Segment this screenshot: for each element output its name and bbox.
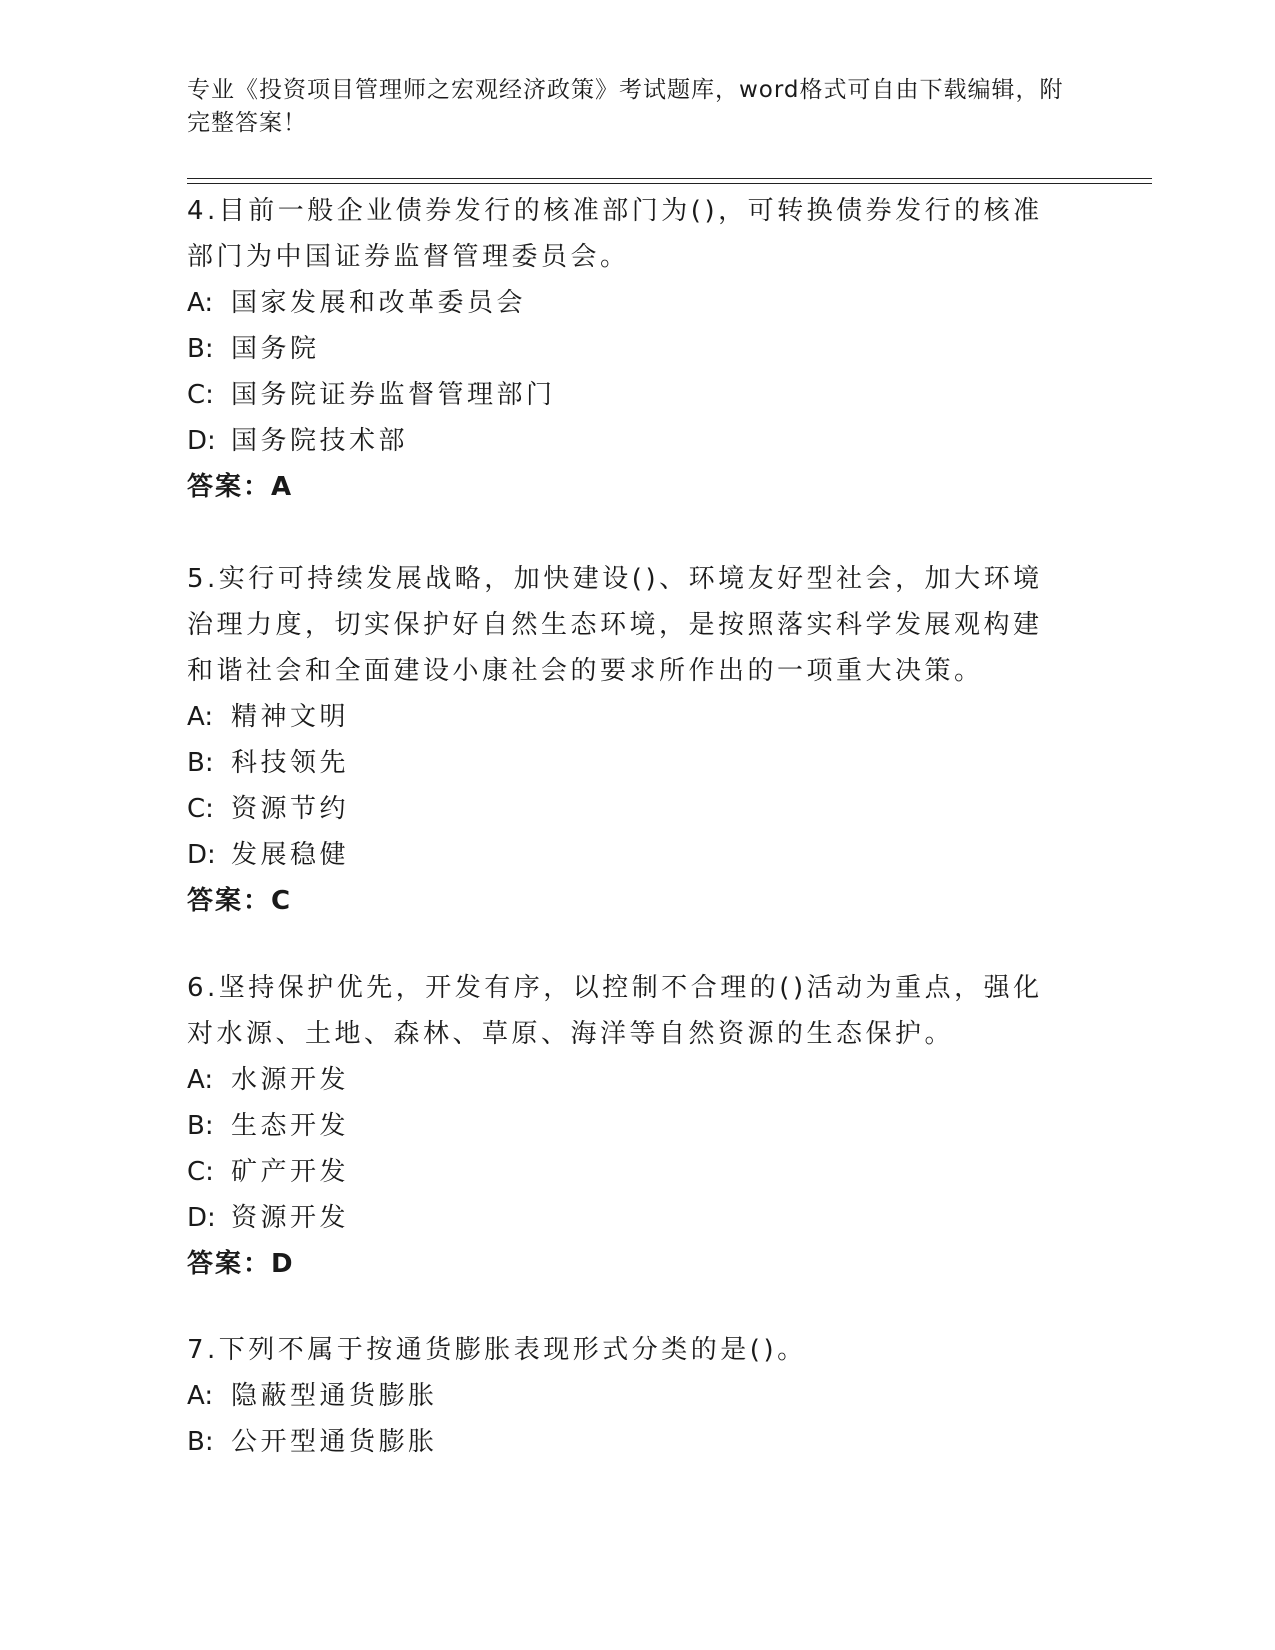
option-key: C: [187, 380, 214, 410]
option-b [187, 740, 1067, 786]
option-text: 公开型通货膨胀 [231, 1427, 438, 1457]
option-text: 精神文明 [231, 702, 350, 732]
question-6 [187, 965, 1067, 1287]
header-divider-bottom [187, 183, 1152, 184]
header-divider-top [187, 178, 1152, 179]
option-key: B: [187, 1111, 214, 1141]
option-text: 国务院证券监督管理部门 [231, 380, 556, 410]
question-7 [187, 1327, 1067, 1465]
option-d [187, 832, 1067, 878]
document-intro: 专业《投资项目管理师之宏观经济政策》考试题库，word格式可自由下载编辑，附完整答案！ [187, 77, 1064, 136]
option-key: D: [187, 1203, 216, 1233]
answer-label: 答案：C [187, 886, 293, 916]
question-stem: 4.目前一般企业债券发行的核准部门为()，可转换债券发行的核准部门为中国证券监督管理委员会。 [187, 196, 1043, 272]
option-b [187, 326, 1067, 372]
option-key: A: [187, 702, 214, 732]
option-d [187, 1195, 1067, 1241]
option-text: 水源开发 [231, 1065, 350, 1095]
option-text: 国务院 [231, 334, 320, 364]
option-d [187, 418, 1067, 464]
option-text: 生态开发 [231, 1111, 350, 1141]
option-text: 资源开发 [231, 1203, 350, 1233]
option-key: C: [187, 794, 214, 824]
option-text: 发展稳健 [231, 840, 350, 870]
option-key: D: [187, 426, 216, 456]
option-text: 矿产开发 [231, 1157, 350, 1187]
option-b [187, 1419, 1067, 1465]
option-a [187, 694, 1067, 740]
option-key: C: [187, 1157, 214, 1187]
question-stem: 6.坚持保护优先，开发有序，以控制不合理的()活动为重点，强化对水源、土地、森林、草原、海洋等自然资源的生态保护。 [187, 973, 1043, 1049]
option-text: 隐蔽型通货膨胀 [231, 1381, 438, 1411]
option-key: B: [187, 334, 214, 364]
answer-label: 答案：A [187, 472, 294, 502]
option-text: 资源节约 [231, 794, 350, 824]
option-text: 国务院技术部 [231, 426, 409, 456]
option-c [187, 1149, 1067, 1195]
question-stem: 5.实行可持续发展战略，加快建设()、环境友好型社会，加大环境治理力度，切实保护好自然生态环境，是按照落实科学发展观构建和谐社会和全面建设小康社会的要求所作出的一项重大决策。 [187, 564, 1043, 686]
option-a [187, 1057, 1067, 1103]
option-b [187, 1103, 1067, 1149]
option-key: B: [187, 1427, 214, 1457]
option-key: A: [187, 1065, 214, 1095]
option-key: A: [187, 1381, 214, 1411]
option-key: D: [187, 840, 216, 870]
answer-label: 答案：D [187, 1249, 295, 1279]
option-a [187, 280, 1067, 326]
question-4 [187, 188, 1067, 510]
option-a [187, 1373, 1067, 1419]
question-5 [187, 556, 1067, 924]
question-stem: 7.下列不属于按通货膨胀表现形式分类的是()。 [187, 1335, 807, 1365]
option-c [187, 372, 1067, 418]
option-text: 科技领先 [231, 748, 350, 778]
option-key: B: [187, 748, 214, 778]
option-text: 国家发展和改革委员会 [231, 288, 527, 318]
option-c [187, 786, 1067, 832]
option-key: A: [187, 288, 214, 318]
